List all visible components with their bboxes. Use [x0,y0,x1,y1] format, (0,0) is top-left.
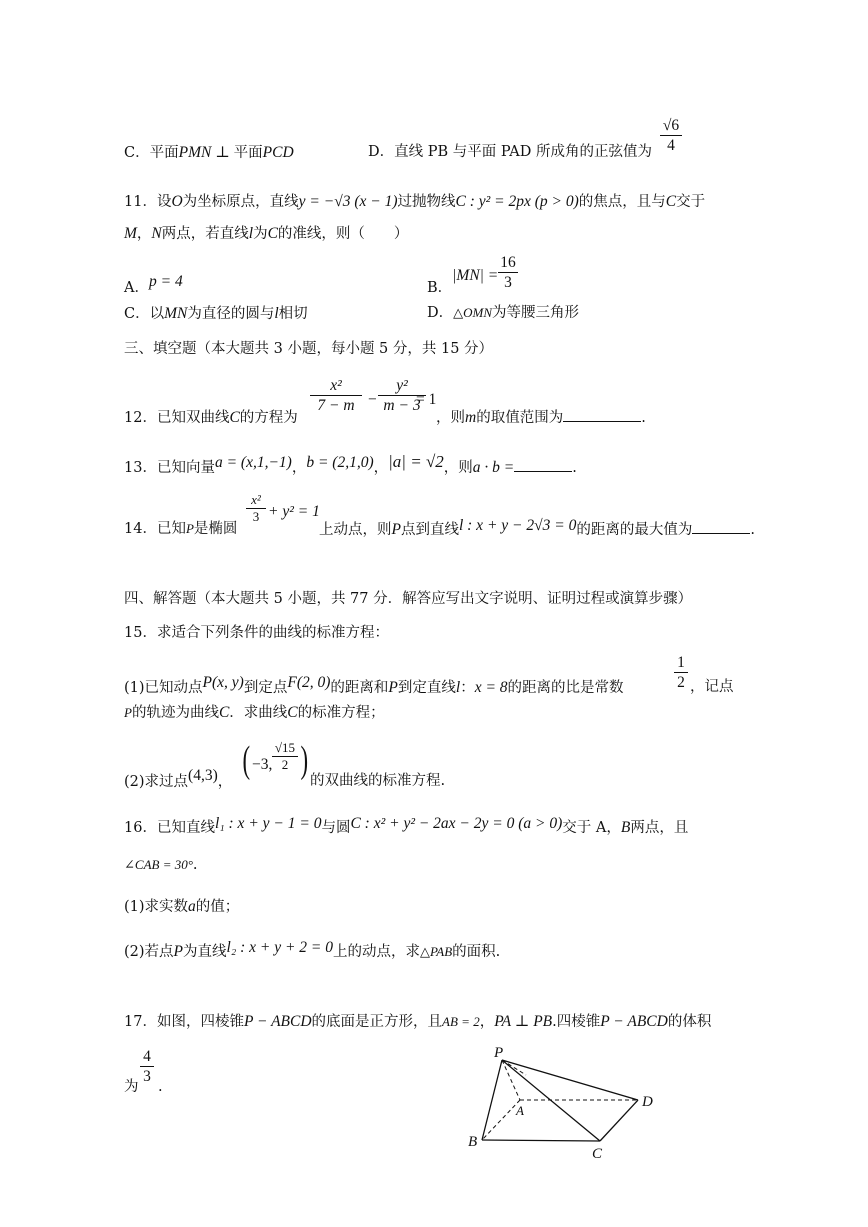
q16-point-b: B [620,819,631,836]
q10-d-denominator: 4 [667,137,675,155]
q11-parabola-equation: C : y² = 2px (p > 0) [455,193,579,210]
q15-part2-b: 的双曲线的标准方程. [310,773,446,789]
q12-text-a: 12．已知双曲线 [124,410,230,426]
q15-point-2-right-paren: ) [300,739,309,781]
q17-text: ， [479,1014,495,1030]
edge-ab-hidden [482,1100,520,1140]
q14-text-e: 的距离的最大值为 [576,522,693,538]
q12-minus: − [368,391,377,408]
q15-point-2-x: −3, [252,756,273,773]
q12-text-d: ，则 [436,410,465,426]
q11-text: C．以 [124,306,165,322]
q16-text: 交于 A， [562,820,621,836]
label-b: B [468,1134,478,1150]
q10-option-d-fraction [660,117,682,154]
q17-pyramid: P − ABCD [600,1013,668,1030]
q13-sep: ， [373,460,389,476]
q14-den: 3 [252,509,260,525]
q10-d-numerator: √6 [662,117,680,134]
q17-num: 4 [143,1048,151,1065]
q11-text: D． [427,305,454,321]
q11-line1 [124,194,705,210]
q11-option-b-math: |MN| = [452,267,499,284]
q16-text: 的值； [195,899,240,915]
q17-text: .四棱锥 [552,1014,601,1030]
q11-text: 为直径的圆与 [187,306,275,322]
q15-point-2-fraction [272,741,298,773]
q16-line1 [124,815,689,836]
q15-p: P [388,679,398,696]
q12-num2: y² [396,377,408,394]
q11-curve-c: C [665,193,677,210]
q15-text: 的距离的比是常数 [507,680,624,696]
q15-den: 2 [281,757,289,773]
q15-p: P [124,705,132,720]
q11-text: 为等腰三角形 [492,305,580,321]
q12-curve-c: C [229,409,240,426]
q15-text: 的轨迹为曲线 [131,705,219,721]
q16-triangle: △PAB [420,944,453,959]
q13-answer-blank[interactable] [514,470,572,472]
q10-option-c-math: PMN ⊥ [178,144,234,161]
q15-text: (1)已知动点 [124,680,203,696]
q14-text-a: 14．已知 [124,521,186,537]
q16-text: (1)求实数 [124,899,189,915]
q12-m: m [465,409,477,426]
q17-period: . [158,1079,163,1095]
q13-text-a: 13．已知向量 [124,460,215,476]
q17-den: 3 [143,1068,151,1086]
q11-text: 两点，若直线 [161,226,249,242]
q14-text-c: 上动点，则 [319,522,392,538]
q12-text-b: 的方程为 [239,410,298,426]
q11-option-b [427,267,499,296]
q16-a: a [188,898,196,915]
q11-option-b-fraction [498,254,518,291]
q15-title: 15．求适合下列条件的曲线的标准方程： [124,625,389,641]
q11-point-m: M [124,225,137,242]
q16-part1 [124,899,239,915]
section-4-heading: 四、解答题（本大题共 5 小题，共 77 分．解答应写出文字说明、证明过程或演算步骤） [124,591,693,607]
q12-answer-blank[interactable] [563,420,641,422]
q15-text: ．求曲线 [229,705,288,721]
q11-option-a-label: A． [124,280,149,296]
q14-p2: P [391,521,401,538]
q17-text: 的底面是正方形，且 [311,1014,443,1030]
q16-text: 与圆 [321,820,351,836]
q15-part1-line1 [124,674,624,696]
q13-period: . [572,460,577,476]
q17-volume-fraction [140,1048,154,1085]
edge-pb [482,1060,502,1140]
q11-option-d [427,306,579,321]
q14-answer-blank[interactable] [692,532,750,534]
q10-option-d [368,145,652,160]
q15-ratio-fraction [674,654,688,691]
label-p: P [494,1045,504,1061]
q14-line-equation: l : x + y − 2√3 = 0 [458,517,577,534]
q11-text: 为坐标原点，直线 [182,194,299,210]
q14-line-a [124,522,237,537]
q17-text: 的体积 [667,1014,712,1030]
q15-text: 的标准方程； [297,705,385,721]
q10-option-c-label: C．平面 [124,145,179,161]
q11-option-a-math: p = 4 [148,273,183,290]
q12-text-e: 的取值范围为 [476,410,564,426]
q14-ellipse-tail: + y² = 1 [268,503,320,520]
q16-circle-equation: C : x² + y² − 2ax − 2y = 0 (a > 0) [350,815,563,832]
q16-text: 16．已知直线 [124,820,215,836]
q15-text: 的距离和 [330,680,389,696]
q16-line-l1: l₁ : x + y − 1 = 0 [214,815,322,832]
q14-num: x² [251,492,261,507]
q13-sep: ， [291,460,307,476]
q12-den1: 7 − m [317,397,355,415]
q11-b-denominator: 3 [504,274,512,292]
q17-pyramid: P − ABCD [243,1013,312,1030]
q15-part1-tail: ，记点 [690,679,734,695]
q12-tail [436,410,646,426]
q14-period: . [750,522,755,538]
q10-option-d-text: D．直线 PB 与平面 PAD 所成角的正弦值为 [368,144,652,160]
q12-den2: m − 3 [383,397,421,415]
q11-option-c [124,306,308,322]
q12-num1: x² [330,377,342,394]
q15-num: √15 [274,740,296,755]
q15-text: (2)求过点 [124,774,189,790]
q14-text-b: 是椭圆 [193,521,238,537]
label-c: C [592,1146,603,1162]
q11-point-n: N [151,225,162,242]
q11-text: 为 [253,226,268,242]
q15-c: C [218,704,230,721]
q11-text: 的焦点，且与 [578,194,666,210]
q11-option-a [124,273,183,296]
q10-option-c-tail: 平面 [233,145,263,161]
q13-text-b: ，则 [443,460,473,476]
q11-text: 的准线，则（ ） [277,226,409,242]
q10-option-c-math2: PCD [262,144,294,161]
edge-cd [600,1100,638,1141]
q15-x-eq: x = 8 [474,679,508,696]
q12-equals: = 1 [416,391,437,408]
q15-l: l [455,679,461,696]
q15-c: C [287,704,298,721]
edge-bc [482,1140,600,1141]
q11-b-numerator: 16 [500,254,516,271]
section-3-heading: 三、填空题（本大题共 3 小题，每小题 5 分，共 15 分） [124,341,494,357]
q10-option-c [124,145,294,161]
q11-text: 11．设 [124,194,172,210]
q13-vector-a: a = (x,1,−1) [214,454,292,471]
q11-triangle: △OMN [453,305,493,320]
q15-text: ： [460,680,475,696]
q17-text: 17．如图，四棱锥 [124,1014,244,1030]
q11-text: 过抛物线 [397,194,456,210]
q14-p: P [185,521,194,536]
q16-text: 上的动点，求 [333,944,421,960]
q15-ratio-den: 2 [677,674,685,692]
q11-segment-mn: MN [164,305,188,322]
label-d: D [642,1094,653,1110]
q17-line1 [124,1014,711,1030]
q16-period: . [192,857,198,873]
q12-period: . [641,410,646,426]
q11-line-l: l [274,305,279,322]
q13-vector-b: b = (2,1,0) [306,454,374,471]
q17-wei: 为 [124,1079,139,1095]
q16-p: P [173,943,184,960]
q16-text: 两点，且 [630,820,689,836]
edge-pd [502,1060,638,1100]
q15-point-f: F(2, 0) [287,674,331,691]
q16-line-l2: l₂ : x + y + 2 = 0 [226,939,334,956]
q11-line-l: l [248,225,254,242]
q14-text-d: 点到直线 [400,522,459,538]
q11-text: ， [136,226,152,242]
q15-part1-line2 [124,705,385,721]
q16-text: (2)若点 [124,944,174,960]
q11-curve-c: C [267,225,278,242]
q15-part2-a [124,767,233,790]
q16-text: 为直线 [183,944,227,960]
q11-option-b-label: B． [427,280,453,296]
q11-text: 相切 [278,306,308,322]
q15-point-2-left-paren: ( [242,739,251,781]
q13-line [124,452,577,476]
q11-line2 [124,226,408,242]
q13-dot-product: a · b = [472,459,515,476]
pyramid-figure [460,1045,670,1165]
q15-point-p: P(x, y) [202,674,244,691]
q11-line-equation: y = −√3 (x − 1) [298,193,398,210]
q15-text: 到定直线 [397,680,456,696]
q15-text: 到定点 [243,680,288,696]
q12-text [124,410,298,426]
q17-perp: PA ⊥ PB [494,1013,553,1030]
q15-sep: ， [217,774,233,790]
q17-ab: AB = 2 [442,1014,480,1029]
q14-fraction [246,493,266,525]
q11-origin: O [171,193,183,210]
q15-ratio-num: 1 [677,654,685,671]
q12-fraction-1 [310,377,362,414]
label-a: A [516,1103,524,1118]
q16-text: 的面积. [452,944,501,960]
q14-line-b [319,517,755,538]
q13-magnitude: |a| = √2 [388,452,444,471]
q11-text: 交于 [676,194,706,210]
q16-angle [124,858,198,873]
q16-part2 [124,939,501,960]
q16-angle-math: ∠CAB = 30° [124,857,193,872]
q15-point-1: (4,3) [188,767,218,784]
